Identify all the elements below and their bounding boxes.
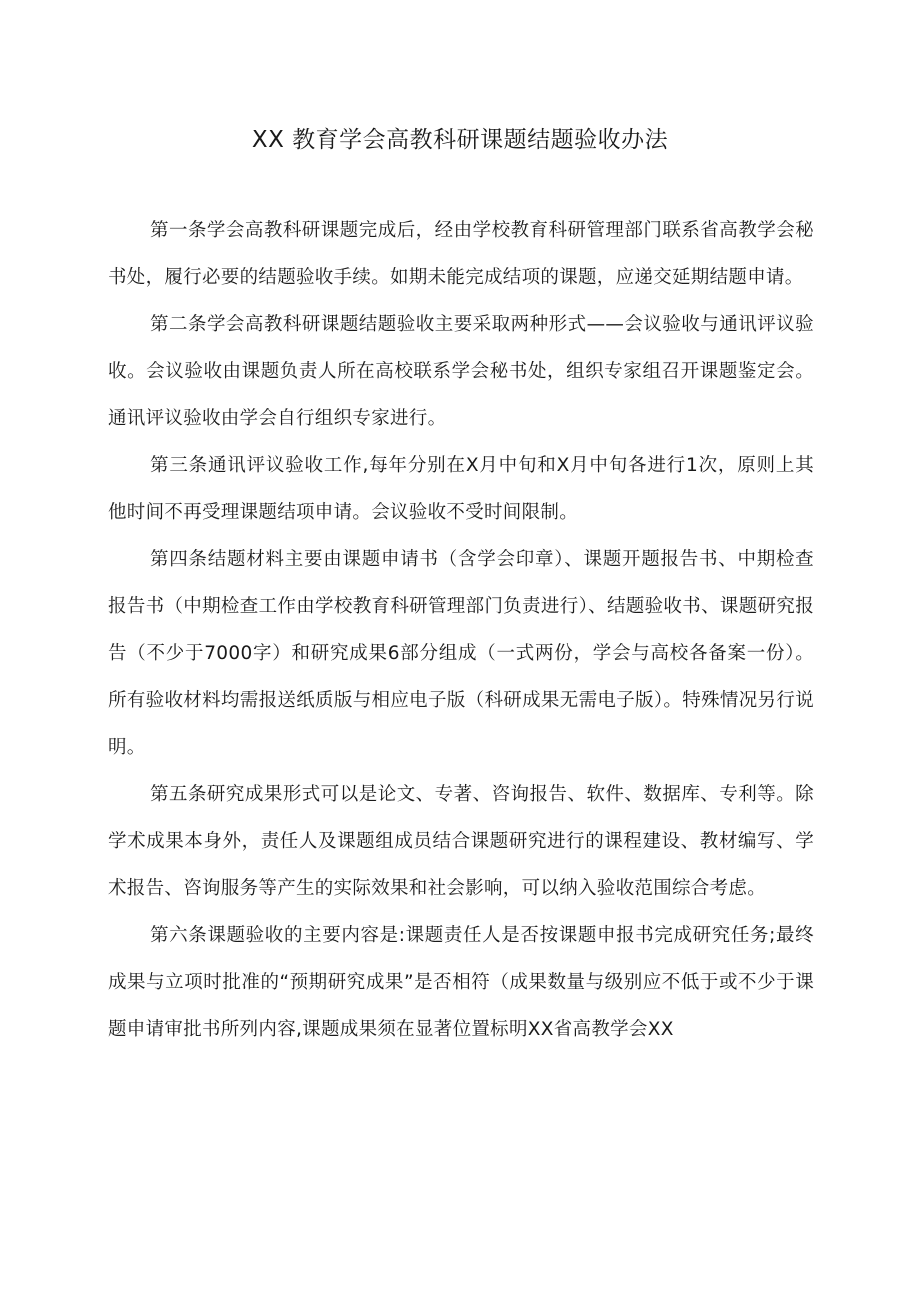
article-2: 第二条学会高教科研课题结题验收主要采取两种形式——会议验收与通讯评议验收。会议验收由课题负责人所在高校联系学会秘书处，组织专家组召开课题鉴定会。通讯评议验收由学会自行组织专家进行。	[108, 314, 814, 429]
article-6: 第六条课题验收的主要内容是:课题责任人是否按课题申报书完成研究任务;最终成果与立项时批准的“预期研究成果”是否相符（成果数量与级别应不低于或不少于课题申请审批书所列内容,课题成果须在显著位置标明XX省高教学会XX	[108, 925, 814, 1040]
document-title: XX 教育学会高教科研课题结题验收办法	[251, 127, 669, 153]
article-4: 第四条结题材料主要由课题申请书（含学会印章）、课题开题报告书、中期检查报告书（中期检查工作由学校教育科研管理部门负责进行）、结题验收书、课题研究报告（不少于7000字）和研究成果6部分组成（一式两份，学会与高校各备案一份）。所有验收材料均需报送纸质版与相应电子版（科研成果无需电子版）。特殊情况另行说明。	[108, 549, 814, 758]
article-3: 第三条通讯评议验收工作,每年分别在X月中旬和X月中旬各进行1次，原则上其他时间不再受理课题结项申请。会议验收不受时间限制。	[108, 455, 814, 523]
article-5: 第五条研究成果形式可以是论文、专著、咨询报告、软件、数据库、专利等。除学术成果本身外，责任人及课题组成员结合课题研究进行的课程建设、教材编写、学术报告、咨询服务等产生的实际效果和社会影响，可以纳入验收范围综合考虑。	[108, 784, 814, 899]
document-body	[108, 207, 814, 1053]
article-1: 第一条学会高教科研课题完成后，经由学校教育科研管理部门联系省高教学会秘书处，履行必要的结题验收手续。如期未能完成结项的课题，应递交延期结题申请。	[108, 220, 814, 288]
